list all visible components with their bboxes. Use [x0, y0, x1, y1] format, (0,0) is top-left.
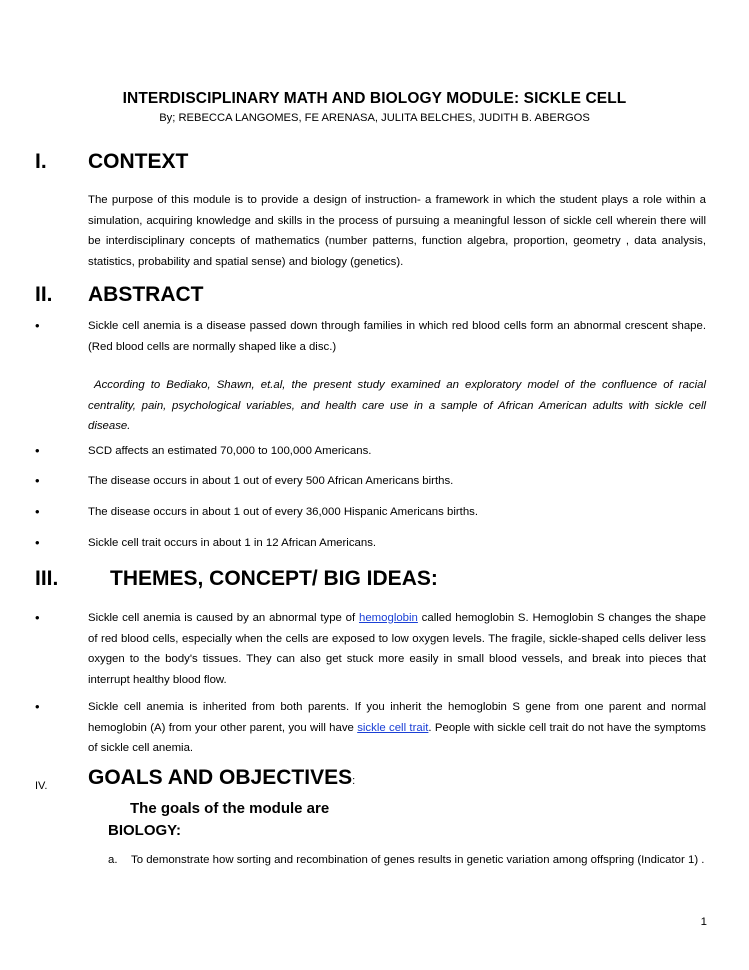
abstract-bullet-3: The disease occurs in about 1 out of every 500 African Americans births.: [88, 475, 454, 487]
goals-subheading: The goals of the module are: [130, 800, 330, 817]
bullet-icon: •: [35, 443, 40, 458]
section-number: IV.: [35, 780, 48, 792]
section-title: ABSTRACT: [88, 283, 204, 306]
author-byline: By; REBECCA LANGOMES, FE ARENASA, JULITA BELCHES, JUDITH B. ABERGOS: [159, 112, 590, 124]
bullet-icon: •: [35, 473, 40, 488]
section-heading-context: [35, 150, 188, 174]
section-title: GOALS AND OBJECTIVES: [88, 766, 353, 789]
section-number: I.: [35, 150, 47, 173]
bullet-icon: •: [35, 535, 40, 550]
abstract-quote: According to Bediako, Shawn, et.al, the present study examined an exploratory model of the confluence of racial centrality, pain, psychological variables, and health care use in a sample of African American adults with sickle cell disease.: [88, 379, 706, 432]
bullet-icon: •: [35, 504, 40, 519]
hemoglobin-link[interactable]: hemoglobin: [358, 612, 418, 624]
context-paragraph: The purpose of this module is to provide a design of instruction- a framework in which the student plays a role within a simulation, acquiring knowledge and skills in the process of pursuing a meaningful lesson of sickle cell wherein there will be interdisciplinary concepts of mathematics (number patterns, function algebra, proportion, geometry , data analysis, statistics, probability and spatial sense) and biology (genetics).: [88, 194, 706, 268]
abstract-bullet-4: The disease occurs in about 1 out of every 36,000 Hispanic Americans births.: [88, 506, 479, 518]
abstract-bullet-2: SCD affects an estimated 70,000 to 100,000 Americans.: [88, 445, 372, 457]
themes-bullet-2: [88, 697, 706, 759]
themes-bullet-1-text-cont: called hemoglobin S. Hemoglobin S changes the shape of red blood cells, especially when the cells are exposed to low oxygen levels. The fragile, sickle-shaped cells deliver less oxygen to the body's tissues. They can also get stuck more easily in small blood vessels, and break into pieces that interrupt healthy blood flow.: [88, 612, 706, 686]
sickle-cell-trait-link[interactable]: sickle cell trait: [357, 721, 429, 734]
section-number: III.: [35, 567, 59, 590]
biology-heading: BIOLOGY:: [108, 822, 182, 839]
abstract-bullet-5: Sickle cell trait occurs in about 1 in 12 African Americans.: [88, 537, 377, 549]
section-heading-abstract: [35, 283, 204, 307]
document-title: INTERDISCIPLINARY MATH AND BIOLOGY MODULE: SICKLE CELL: [122, 90, 627, 107]
bullet-icon: •: [35, 699, 40, 714]
page-number: 1: [700, 916, 707, 928]
section-title: CONTEXT: [88, 150, 189, 173]
themes-bullet-1: [88, 608, 706, 690]
bullet-icon: •: [35, 610, 40, 625]
bullet-icon: •: [35, 318, 40, 333]
biology-goal-a: To demonstrate how sorting and recombination of genes results in genetic variation among offspring (Indicator 1) .: [131, 854, 705, 866]
section-heading-goals: [88, 766, 355, 790]
themes-bullet-1-text: Sickle cell anemia is caused by an abnormal type of: [88, 612, 359, 624]
themes-bullet-2-text-cont: . People with sickle cell trait do not have the symptoms of sickle cell anemia.: [88, 721, 706, 754]
section-heading-themes: [35, 567, 438, 591]
abstract-bullet-1: Sickle cell anemia is a disease passed down through families in which red blood cells form an abnormal crescent shape. (Red blood cells are normally shaped like a disc.): [88, 320, 706, 353]
section-number: II.: [35, 283, 53, 306]
section-title-colon: :: [352, 775, 356, 787]
themes-bullet-2-text: Sickle cell anemia is inherited from both parents. If you inherit the hemoglobin S gene from one parent and normal hemoglobin (A) from your other parent, you will have: [88, 701, 706, 734]
section-title: THEMES, CONCEPT/ BIG IDEAS:: [110, 567, 438, 590]
list-marker: a.: [108, 854, 118, 866]
